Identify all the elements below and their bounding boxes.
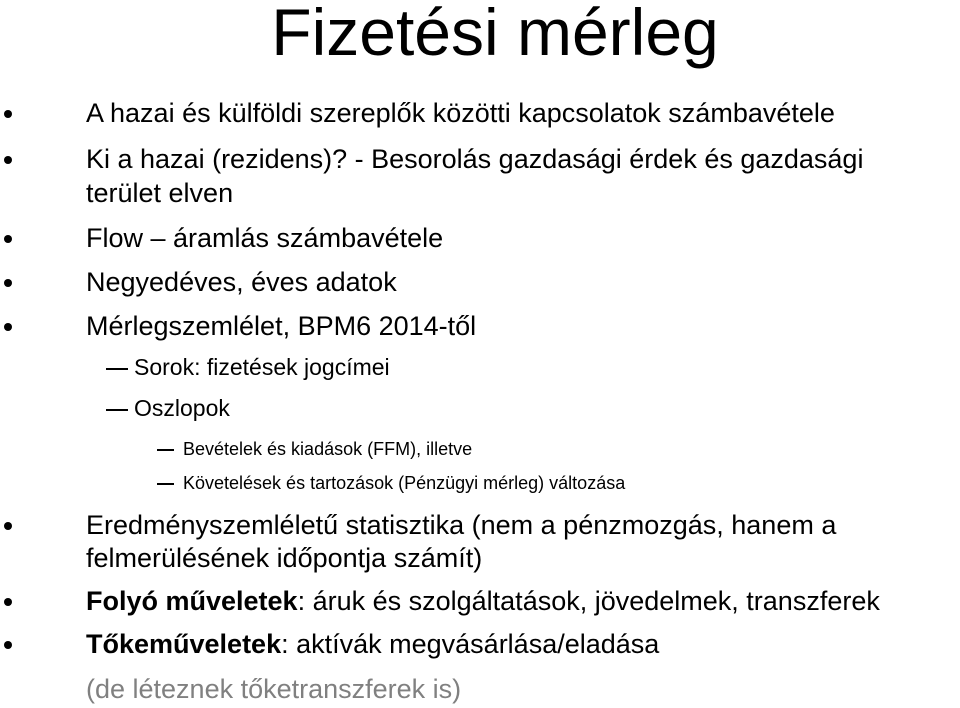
bullet-dot-icon [4,156,12,164]
bullet-dot-icon [4,235,12,243]
bullet-dash-icon [106,368,128,370]
sub-bullet-text: Oszlopok [134,395,230,421]
bullet-text-rest: : aktívák megvásárlása/eladása [281,629,660,659]
bullet-dot-icon [4,641,12,649]
bullet-text: Flow – áramlás számbavétele [86,223,444,253]
bullet-text-bold: Folyó műveletek [86,586,298,616]
bullet-text-continued: terület elven [86,178,234,208]
bullet-text: Negyedéves, éves adatok [86,267,397,297]
bullet-dot-icon [4,110,12,118]
bullet-text: Mérlegszemlélet, BPM6 2014-től [86,311,477,341]
bullet-dash-icon [157,449,174,451]
bullet-text [86,585,880,617]
bullet-dot-icon [4,323,12,331]
bullet-text: Ki a hazai (rezidens)? - Besorolás gazdasági érdek és gazdasági [86,144,864,174]
bullet-dot-icon [4,279,12,287]
bullet-dot-icon [4,522,12,530]
bullet-text-continued: felmerülésének időpontja számít) [86,543,483,573]
bullet-text-bold: Tőkeműveletek [86,629,282,659]
bullet-text [86,628,659,660]
sub-sub-bullet-text: Bevételek és kiadások (FFM), illetve [183,439,473,459]
bullet-text: A hazai és külföldi szereplők közötti kapcsolatok számbavétele [86,98,835,128]
bullet-dash-icon [157,483,174,485]
note-text: (de léteznek tőketranszferek is) [86,674,462,704]
bullet-dot-icon [4,598,12,606]
bullet-text: Eredményszemléletű statisztika (nem a pénzmozgás, hanem a [86,510,837,540]
sub-sub-bullet-text: Követelések és tartozások (Pénzügyi mérleg) változása [183,473,626,493]
page-title: Fizetési mérleg [271,0,719,69]
sub-bullet-text: Sorok: fizetések jogcímei [134,354,390,380]
bullet-text-rest: : áruk és szolgáltatások, jövedelmek, transzferek [297,586,880,616]
bullet-dash-icon [106,409,128,411]
